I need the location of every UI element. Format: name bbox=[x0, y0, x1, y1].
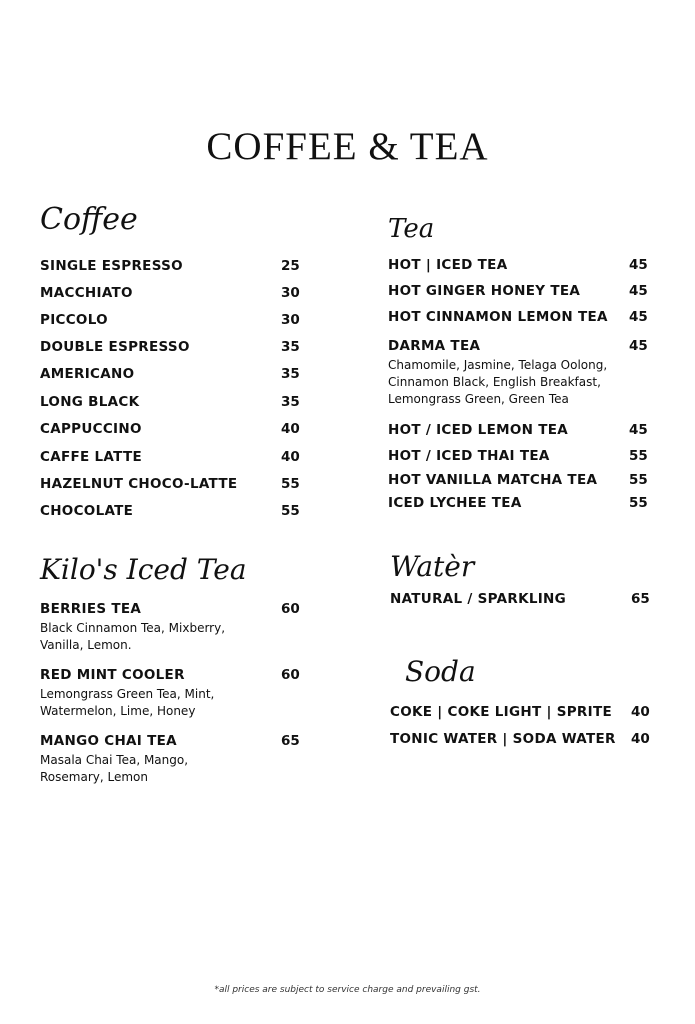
tea-heading: Tea bbox=[388, 214, 435, 244]
item-price: 60 bbox=[281, 667, 300, 683]
item-price: 65 bbox=[281, 733, 300, 749]
page-title: COFFEE & TEA bbox=[206, 125, 489, 168]
water-heading: Watèr bbox=[390, 550, 475, 583]
item-description: Chamomile, Jasmine, Telaga Oolong, bbox=[388, 358, 608, 372]
item-description: Rosemary, Lemon bbox=[40, 770, 148, 784]
item-description: Black Cinnamon Tea, Mixberry, bbox=[40, 621, 226, 635]
item-name: HOT GINGER HONEY TEA bbox=[388, 283, 581, 299]
item-price: 45 bbox=[629, 338, 648, 354]
item-price: 30 bbox=[281, 312, 300, 328]
iced-tea-heading: Kilo's Iced Tea bbox=[40, 553, 247, 586]
item-name: RED MINT COOLER bbox=[40, 667, 185, 683]
item-price: 55 bbox=[281, 476, 300, 492]
item-name: HOT / ICED LEMON TEA bbox=[388, 422, 568, 438]
coffee-section bbox=[40, 202, 138, 237]
item-price: 60 bbox=[281, 601, 300, 617]
item-name: HOT | ICED TEA bbox=[388, 257, 508, 273]
item-name: BERRIES TEA bbox=[40, 601, 142, 617]
item-description: Vanilla, Lemon. bbox=[40, 638, 132, 652]
iced-tea-section bbox=[40, 553, 247, 586]
item-description: Lemongrass Green Tea, Mint, bbox=[40, 687, 215, 701]
footnote: *all prices are subject to service charge and prevailing gst. bbox=[214, 985, 481, 995]
coffee-heading: Coffee bbox=[40, 202, 138, 237]
item-name: CAFFE LATTE bbox=[40, 449, 142, 465]
item-description: Cinnamon Black, English Breakfast, bbox=[388, 375, 601, 389]
item-name: COKE | COKE LIGHT | SPRITE bbox=[390, 704, 612, 720]
item-name: PICCOLO bbox=[40, 312, 108, 328]
item-price: 55 bbox=[281, 503, 300, 519]
item-name: LONG BLACK bbox=[40, 394, 140, 410]
item-price: 25 bbox=[281, 258, 300, 274]
item-name: MACCHIATO bbox=[40, 285, 133, 301]
item-name: HAZELNUT CHOCO-LATTE bbox=[40, 476, 238, 492]
item-name: MANGO CHAI TEA bbox=[40, 733, 177, 749]
item-price: 40 bbox=[281, 421, 300, 437]
item-price: 55 bbox=[629, 472, 648, 488]
item-name: CHOCOLATE bbox=[40, 503, 134, 519]
item-name: SINGLE ESPRESSO bbox=[40, 258, 183, 274]
soda-heading: Soda bbox=[405, 655, 476, 688]
item-price: 45 bbox=[629, 309, 648, 325]
water-section bbox=[390, 550, 475, 583]
item-description: Masala Chai Tea, Mango, bbox=[40, 753, 189, 767]
item-price: 45 bbox=[629, 257, 648, 273]
item-price: 55 bbox=[629, 495, 648, 511]
soda-section bbox=[405, 655, 476, 688]
item-price: 35 bbox=[281, 339, 300, 355]
tea-section bbox=[388, 216, 434, 242]
item-price: 30 bbox=[281, 285, 300, 301]
item-price: 45 bbox=[629, 283, 648, 299]
item-name: HOT VANILLA MATCHA TEA bbox=[388, 472, 598, 488]
item-price: 40 bbox=[631, 704, 650, 720]
item-name: DOUBLE ESPRESSO bbox=[40, 339, 190, 355]
item-price: 65 bbox=[631, 591, 650, 607]
item-name: TONIC WATER | SODA WATER bbox=[390, 731, 616, 747]
item-name: HOT / ICED THAI TEA bbox=[388, 448, 550, 464]
item-price: 40 bbox=[281, 449, 300, 465]
item-price: 55 bbox=[629, 448, 648, 464]
item-name: NATURAL / SPARKLING bbox=[390, 591, 567, 607]
item-name: HOT CINNAMON LEMON TEA bbox=[388, 309, 608, 325]
item-price: 40 bbox=[631, 731, 650, 747]
item-name: CAPPUCCINO bbox=[40, 421, 142, 437]
item-name: AMERICANO bbox=[40, 366, 135, 382]
item-price: 35 bbox=[281, 394, 300, 410]
item-description: Lemongrass Green, Green Tea bbox=[388, 392, 569, 406]
item-name: ICED LYCHEE TEA bbox=[388, 495, 522, 511]
item-price: 35 bbox=[281, 366, 300, 382]
item-name: DARMA TEA bbox=[388, 338, 481, 354]
item-description: Watermelon, Lime, Honey bbox=[40, 704, 196, 718]
item-price: 45 bbox=[629, 422, 648, 438]
